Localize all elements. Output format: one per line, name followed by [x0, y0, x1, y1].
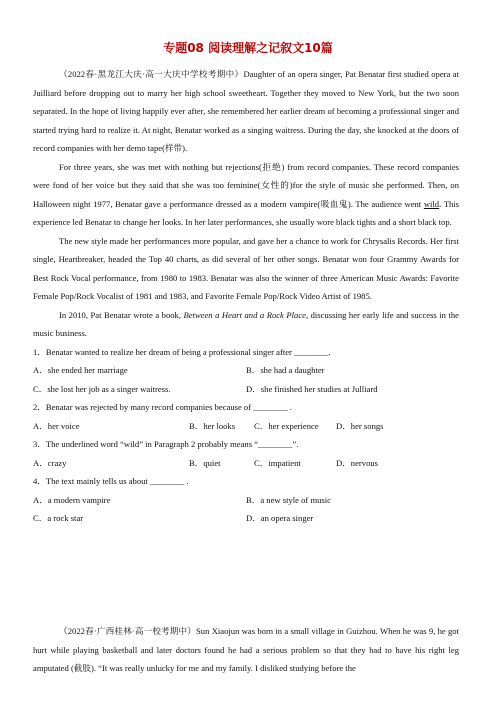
option-d: D．nervous: [336, 457, 379, 468]
question-1: [33, 343, 459, 399]
option-b: B．her looks: [189, 420, 236, 431]
option-a: A．crazy: [33, 457, 67, 468]
option-b: B．a new style of music: [246, 494, 331, 505]
option-b: B．she had a daughter: [246, 365, 325, 375]
passage-2: [33, 622, 459, 678]
page-title: 专题08 阅读理解之记叙文10篇: [163, 41, 333, 55]
option-a: A．her voice: [33, 420, 80, 431]
question-3: [33, 435, 459, 472]
passage-1-paragraph-3: The new style made her performances more popular, and gave her a chance to work for Chrysalis Records. Her first single, Heartbreaker, headed the Top 40 charts, as did several of her other songs. Benatar won four Grammy Awards for Best Rock Vocal performance, from 1980 to 1983. Benatar was also the winner of three American Music Awards: Favorite Female Pop/Rock Vocalist of 1981 and 1983, and Favorite Female Pop/Rock Video Artist of 1985.: [33, 235, 459, 301]
option-c: C．she lost her job as a singer waitress.: [33, 383, 171, 394]
option-a: A．a modern vampire: [33, 494, 111, 505]
option-c: C．her experience: [254, 420, 319, 431]
option-b: B．quiet: [189, 457, 221, 468]
question-stem: 2．Benatar was rejected by many record companies because of ________ .: [33, 402, 292, 412]
question-4: [33, 472, 459, 528]
option-d: D．an opera singer: [246, 513, 314, 523]
option-d: D．she finished her studies at Julliard: [246, 383, 378, 394]
option-c: C．impatient: [254, 457, 301, 468]
question-stem: 3．The underlined word “wild” in Paragraph 2 probably means “________”.: [33, 439, 299, 449]
passage-1: [33, 65, 459, 528]
question-stem: 1．Benatar wanted to realize her dream of being a professional singer after ________.: [33, 346, 331, 357]
option-c: C．a rock star: [33, 513, 84, 523]
option-d: D．her songs: [336, 420, 384, 431]
source-note: （2022春·广西桂林·高一校考期中）: [59, 626, 197, 636]
passage-1-paragraph-2: For three years, she was met with nothing but rejections(拒绝) from record companies. These record companies were fond of her voice but they said that she was too feminine(女性的)for the style of music she performed. Then, on Halloween night 1977, Benatar gave a performance dressed as a modern vampire(吸血鬼). The audience went wild. This experience led Benatar to change her looks. In her later performances, she usually wore black tights and a short black top.: [33, 161, 459, 227]
source-note: （2022春·黑龙江大庆·高一大庆中学校考期中）: [59, 69, 244, 79]
passage-1-paragraph-1: （2022春·黑龙江大庆·高一大庆中学校考期中）Daughter of an opera singer, Pat Benatar first studied opera at Juilliard before dropping out to marry her high school sweetheart. Together they moved to New York, but the two soon separated. In the hope of living happily ever after, she remembered her earlier dream of becoming a professional singer and started trying hard to realize it. At night, Benatar worked as a singing waitress. During the day, she knocked at the doors of record companies with her demo tape(样带).: [33, 69, 459, 153]
passage-2-paragraph-1: （2022春·广西桂林·高一校考期中）Sun Xiaojun was born in a small village in Guizhou. When he was 9, he got hurt while playing basketball and later doctors found he had a serious problem so that they had to have his right leg amputated (截肢). “It was really unlucky for me and my family. I disliked studying before the: [33, 626, 459, 673]
option-a: A．she ended her marriage: [33, 365, 128, 375]
question-2: [33, 398, 459, 435]
question-stem: 4．The text mainly tells us about ________ .: [33, 476, 189, 486]
underlined-word: wild: [423, 198, 440, 209]
passage-1-paragraph-4: In 2010, Pat Benatar wrote a book, Between a Heart and a Rock Place, discussing her early life and success in the music business.: [33, 309, 459, 338]
book-title: Between a Heart and a Rock Place: [183, 309, 306, 320]
